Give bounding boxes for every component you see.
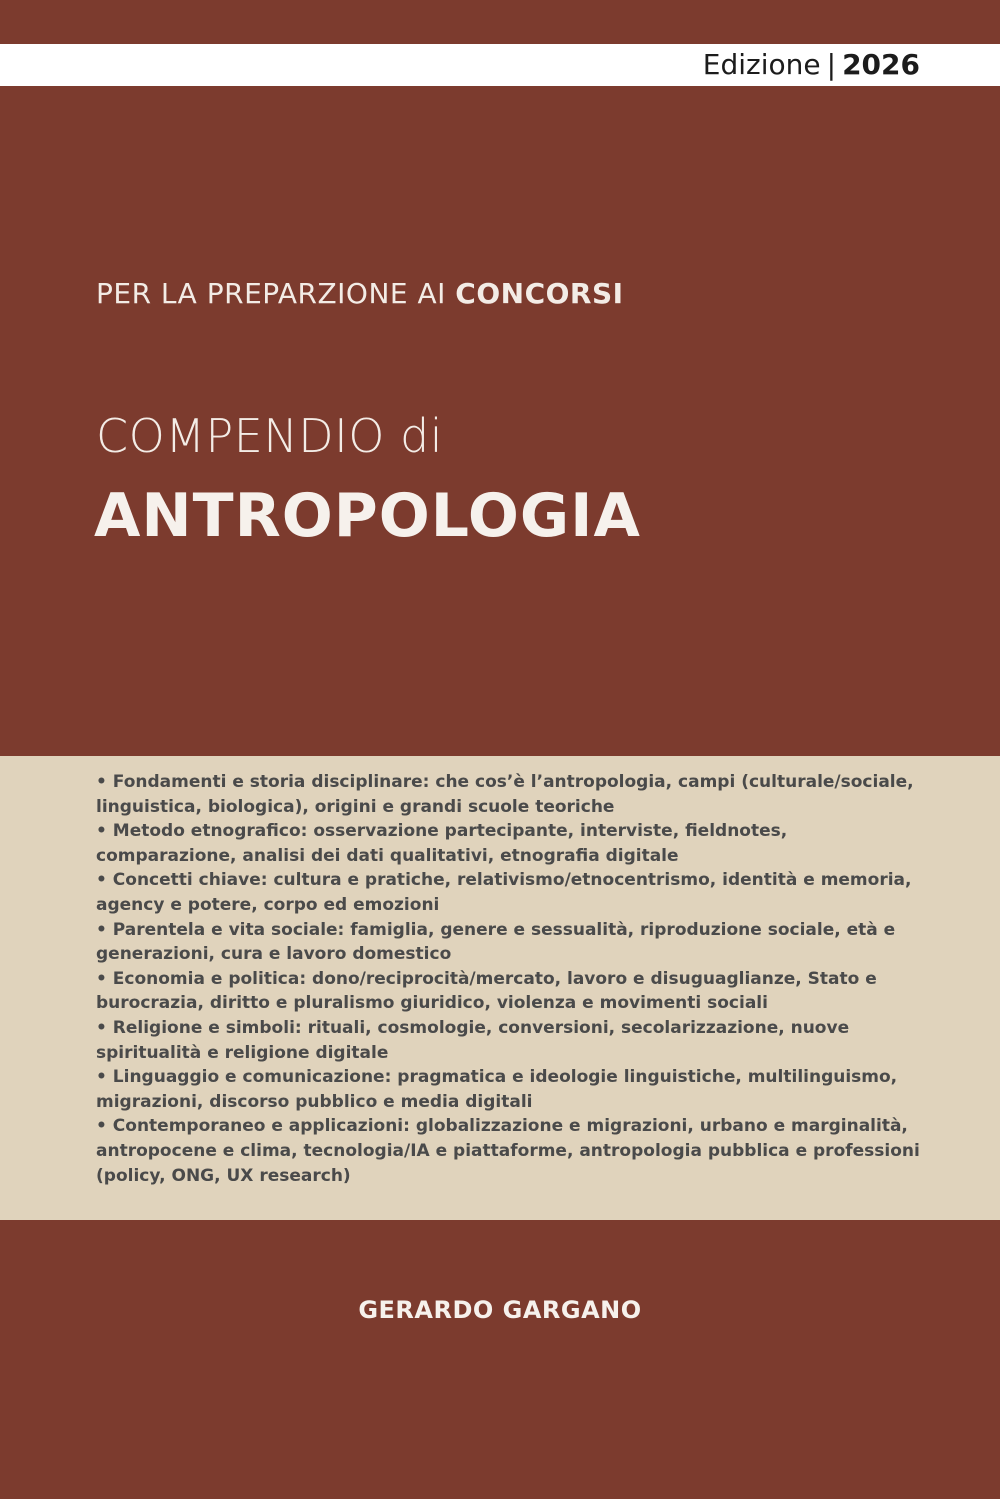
- topic-item: • Concetti chiave: cultura e pratiche, relativismo/etnocentrismo, identità e memoria, agency e potere, corpo ed emozioni: [96, 870, 912, 915]
- topic-item: • Fondamenti e storia disciplinare: che cos’è l’antropologia, campi (culturale/sociale, linguistica, biologica), origini e grandi scuole teoriche: [96, 772, 914, 817]
- topics-band: [0, 756, 1000, 1220]
- top-margin: [0, 0, 1000, 44]
- edition-band: [0, 44, 1000, 86]
- topic-item: • Contemporaneo e applicazioni: globalizzazione e migrazioni, urbano e marginalità, antropocene e clima, tecnologia/IA e piattaforme, antropologia pubblica e professioni (policy, ONG, UX research): [96, 1116, 920, 1186]
- topic-item: • Metodo etnografico: osservazione partecipante, interviste, fieldnotes, comparazione, analisi dei dati qualitativi, etnografia digitale: [96, 821, 788, 866]
- author-name: GERARDO GARGANO: [358, 1296, 642, 1324]
- edition-separator: |: [826, 48, 837, 81]
- book-title: ANTROPOLOGIA: [94, 481, 641, 551]
- topic-item: • Parentela e vita sociale: famiglia, genere e sessualità, riproduzione sociale, età e generazioni, cura e lavoro domestico: [96, 919, 896, 965]
- topic-item: • Economia e politica: dono/reciprocità/mercato, lavoro e disuguaglianze, Stato e burocrazia, diritto e pluralismo giuridico, violenza e movimenti sociali: [96, 968, 877, 1014]
- edition-year: 2026: [842, 48, 920, 81]
- subtitle-emphasis: CONCORSI: [455, 277, 624, 310]
- edition-word: Edizione: [702, 48, 821, 81]
- subtitle-prefix: PER LA PREPARZIONE AI: [96, 277, 446, 310]
- title-line-1: COMPENDIO di: [96, 409, 444, 463]
- edition-label: [703, 48, 920, 82]
- cover-subtitle: [96, 276, 624, 312]
- topic-item: • Linguaggio e comunicazione: pragmatica e ideologie linguistiche, multilinguismo, migrazioni, discorso pubblico e media digitali: [96, 1067, 898, 1112]
- topics-list: [96, 770, 926, 1188]
- topic-item: • Religione e simboli: rituali, cosmologie, conversioni, secolarizzazione, nuove spiritualità e religione digitale: [96, 1017, 850, 1063]
